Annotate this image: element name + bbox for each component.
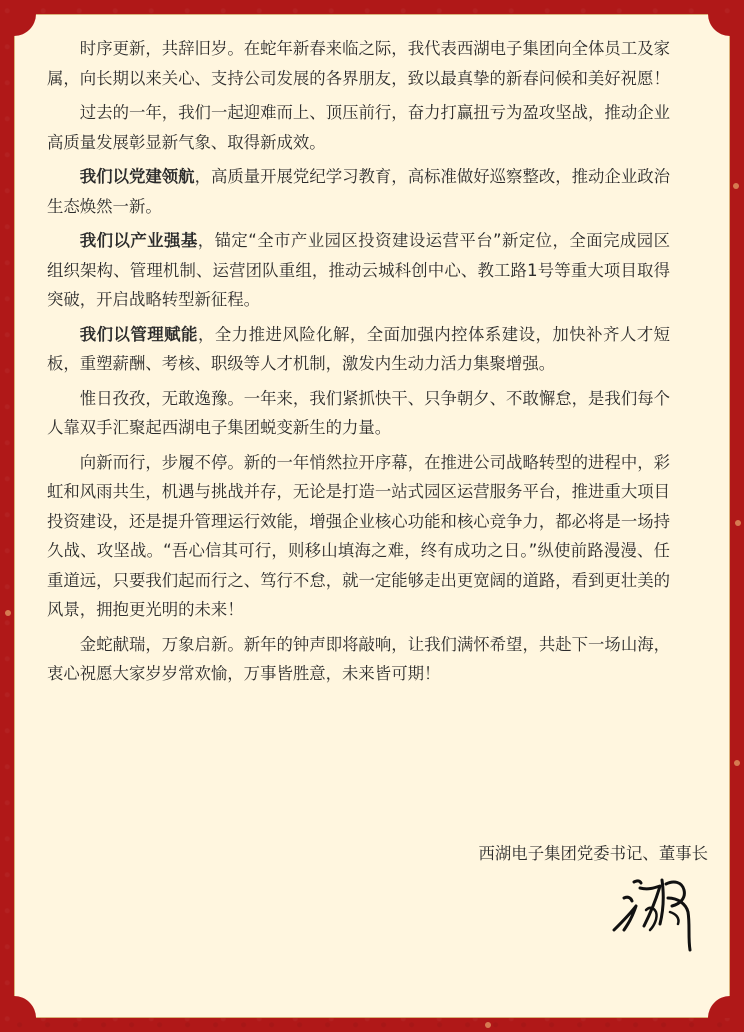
signature-title: 西湖电子集团党委书记、董事长	[478, 844, 708, 863]
letter-paragraph	[47, 384, 670, 443]
letter-paragraph	[47, 448, 670, 625]
paragraph-text: ，高质量开展党纪学习教育，高标准做好巡察整改，推动企业政治生态焕然一新。	[47, 167, 671, 216]
handwritten-signature-icon	[610, 868, 702, 954]
letter-paragraph	[47, 630, 670, 689]
corner-ornament	[14, 14, 36, 36]
paragraph-text: ，全力推进风险化解，全面加强内控体系建设，加快补齐人才短板，重塑薪酬、考核、职级等人才机制，激发内生动力活力集聚增强。	[47, 324, 671, 373]
letter-paragraph	[47, 226, 670, 315]
letter-paragraph	[47, 162, 670, 221]
corner-ornament	[708, 996, 730, 1018]
paragraph-text: ，锚定“全市产业园区投资建设运营平台”新定位，全面完成园区组织架构、管理机制、运营团队重组，推动云城科创中心、教工路1号等重大项目取得突破，开启战略转型新征程。	[47, 231, 670, 309]
letter-body	[47, 34, 670, 694]
paragraph-lead-bold: 我们以管理赋能	[79, 324, 198, 344]
paragraph-text: 时序更新，共辞旧岁。在蛇年新春来临之际，我代表西湖电子集团向全体员工及家属，向长期以来关心、支持公司发展的各界朋友，致以最真挚的新春问候和美好祝愿！	[47, 39, 670, 88]
paragraph-lead-bold: 我们以党建领航	[79, 167, 195, 186]
paragraph-lead-bold: 我们以产业强基	[79, 231, 198, 250]
letter-paragraph	[47, 320, 670, 379]
paragraph-text: 金蛇献瑞，万象启新。新年的钟声即将敲响，让我们满怀希望，共赴下一场山海，衷心祝愿大家岁岁常欢愉，万事皆胜意，未来皆可期！	[47, 634, 670, 683]
corner-ornament	[14, 996, 36, 1018]
letter-paragraph	[47, 34, 670, 93]
paragraph-text: 过去的一年，我们一起迎难而上、顶压前行，奋力打赢扭亏为盈攻坚战，推动企业高质量发展彰显新气象、取得新成效。	[47, 103, 670, 152]
paragraph-text: 向新而行，步履不停。新的一年悄然拉开序幕，在推进公司战略转型的进程中，彩虹和风雨共生，机遇与挑战并存，无论是打造一站式园区运营服务平台，推进重大项目投资建设，还是提升管理运行效能，增强企业核心功能和核心竞争力，都必将是一场持久战、攻坚战。“吾心信其可行，则移山填海之难，终有成功之日。”纵使前路漫漫、任重道远，只要我们起而行之、笃行不怠，就一定能够走出更宽阔的道路，看到更壮美的风景，拥抱更光明的未来！	[47, 452, 670, 619]
corner-ornament	[708, 14, 730, 36]
paragraph-text: 惟日孜孜，无敢逸豫。一年来，我们紧抓快干、只争朝夕、不敢懈怠，是我们每个人靠双手汇聚起西湖电子集团蜕变新生的力量。	[47, 388, 670, 437]
letter-paragraph	[47, 98, 670, 157]
